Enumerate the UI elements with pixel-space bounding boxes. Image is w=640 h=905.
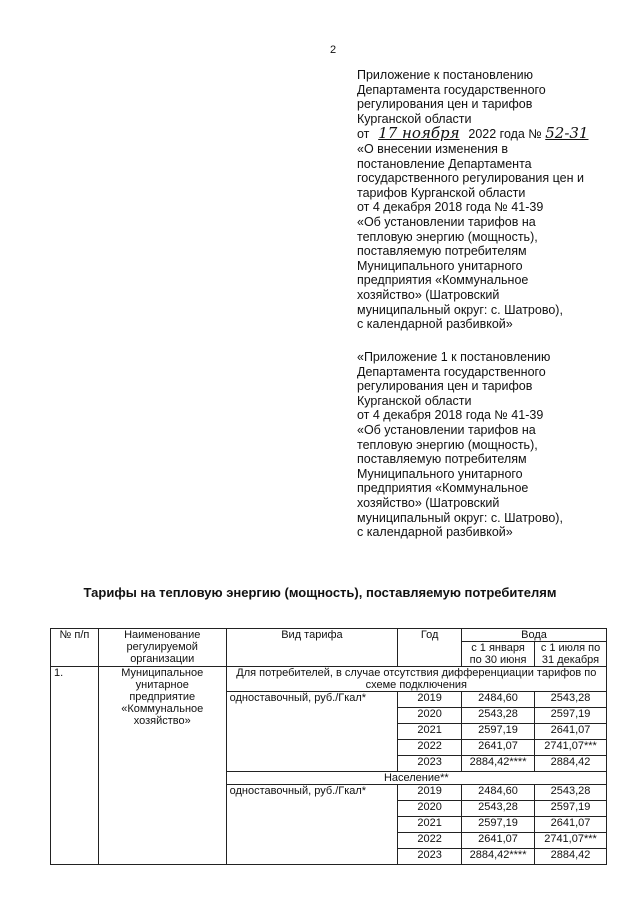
appendix-line: тепловую энергию (мощность), xyxy=(357,229,538,244)
appendix-line: тарифов Курганской области xyxy=(357,185,526,200)
appendix-line: Департамента государственного xyxy=(357,364,546,379)
tariff-h2: 2543,28 xyxy=(535,785,607,801)
header-type: Вид тарифа xyxy=(226,629,398,667)
tariff-h1: 2884,42**** xyxy=(462,849,535,865)
appendix-1-header xyxy=(357,350,617,540)
header-period-1: с 1 января по 30 июня xyxy=(462,642,535,667)
year-cell: 2020 xyxy=(398,708,462,724)
tariff-h1: 2484,60 xyxy=(462,785,535,801)
appendix-line: регулирования цен и тарифов xyxy=(357,97,533,112)
appendix-line: государственного регулирования цен и xyxy=(357,171,584,186)
tariff-h1: 2543,28 xyxy=(462,708,535,724)
appendix-line: от 4 декабря 2018 года № 41-39 xyxy=(357,408,544,423)
tariff-h2: 2741,07*** xyxy=(535,740,607,756)
appendix-line: Приложение к постановлению xyxy=(357,68,533,82)
tariff-h1: 2884,42**** xyxy=(462,756,535,772)
tariff-h1: 2597,19 xyxy=(462,817,535,833)
appendix-line: регулирования цен и тарифов xyxy=(357,379,533,394)
page-number: 2 xyxy=(330,44,337,56)
tariff-h1: 2543,28 xyxy=(462,801,535,817)
appendix-line: поставляемую потребителям xyxy=(357,452,527,467)
tariff-h2: 2741,07*** xyxy=(535,833,607,849)
appendix-line: предприятия «Коммунальное xyxy=(357,273,529,288)
handwritten-number: 52-31 xyxy=(545,124,589,143)
appendix-date-line xyxy=(357,126,617,142)
row-number: 1. xyxy=(51,667,99,865)
organization-name: Муниципальное унитарное предприятие «Коммунальное хозяйство» xyxy=(98,667,226,865)
header-num: № п/п xyxy=(51,629,99,667)
appendix-line: Департамента государственного xyxy=(357,82,546,97)
tariff-h2: 2884,42 xyxy=(535,849,607,865)
appendix-line: Муниципального унитарного xyxy=(357,258,523,273)
tariff-type: одноставочный, руб./Гкал* xyxy=(226,692,398,772)
header-period-2: с 1 июля по 31 декабря xyxy=(535,642,607,667)
year-cell: 2021 xyxy=(398,817,462,833)
appendix-line: Муниципального унитарного xyxy=(357,466,523,481)
appendix-header xyxy=(357,68,617,332)
year-cell: 2022 xyxy=(398,833,462,849)
appendix-line: «Об установлении тарифов на xyxy=(357,422,536,437)
tariff-h2: 2597,19 xyxy=(535,708,607,724)
year-cell: 2023 xyxy=(398,849,462,865)
tariff-h1: 2597,19 xyxy=(462,724,535,740)
appendix-line: хозяйство» (Шатровский xyxy=(357,287,500,302)
appendix-line: с календарной разбивкой» xyxy=(357,317,513,332)
tariff-table xyxy=(50,628,607,865)
appendix-line: «Об установлении тарифов на xyxy=(357,214,536,229)
appendix-line: тепловую энергию (мощность), xyxy=(357,437,538,452)
year-cell: 2022 xyxy=(398,740,462,756)
appendix-line: Курганской области xyxy=(357,111,472,126)
appendix-line: Курганской области xyxy=(357,393,472,408)
year-cell: 2023 xyxy=(398,756,462,772)
appendix-line: от 4 декабря 2018 года № 41-39 xyxy=(357,200,544,215)
tariff-h2: 2597,19 xyxy=(535,801,607,817)
tariff-h2: 2641,07 xyxy=(535,724,607,740)
appendix-line: предприятия «Коммунальное xyxy=(357,481,529,496)
section-label: Для потребителей, в случае отсутствия дифференциации тарифов по схеме подключения xyxy=(226,667,606,692)
header-org: Наименование регулируемой организации xyxy=(98,629,226,667)
tariff-h1: 2641,07 xyxy=(462,833,535,849)
year-cell: 2020 xyxy=(398,801,462,817)
section-label-row xyxy=(51,667,607,692)
year-cell: 2021 xyxy=(398,724,462,740)
year-cell: 2019 xyxy=(398,785,462,801)
handwritten-date: 17 ноября xyxy=(378,124,460,143)
appendix-line: хозяйство» (Шатровский xyxy=(357,495,500,510)
appendix-line: поставляемую потребителям xyxy=(357,244,527,259)
tariff-h1: 2641,07 xyxy=(462,740,535,756)
header-year: Год xyxy=(398,629,462,667)
year-cell: 2019 xyxy=(398,692,462,708)
appendix-line: «Приложение 1 к постановлению xyxy=(357,350,551,364)
appendix-line: постановление Департамента xyxy=(357,156,532,171)
tariff-h2: 2641,07 xyxy=(535,817,607,833)
date-prefix: от xyxy=(357,127,370,142)
tariff-h2: 2543,28 xyxy=(535,692,607,708)
appendix-line: с календарной разбивкой» xyxy=(357,525,513,540)
tariff-h2: 2884,42 xyxy=(535,756,607,772)
section-label: Население** xyxy=(226,772,606,785)
appendix-line: муниципальный округ: с. Шатрово), xyxy=(357,510,563,525)
tariff-type: одноставочный, руб./Гкал* xyxy=(226,785,398,865)
appendix-line: «О внесении изменения в xyxy=(357,141,509,156)
header-water: Вода xyxy=(462,629,607,642)
table-header-row xyxy=(51,629,607,642)
appendix-line: муниципальный округ: с. Шатрово), xyxy=(357,302,563,317)
table-title: Тарифы на тепловую энергию (мощность), поставляемую потребителям xyxy=(83,585,557,600)
tariff-h1: 2484,60 xyxy=(462,692,535,708)
date-suffix: 2022 года № xyxy=(468,127,542,142)
